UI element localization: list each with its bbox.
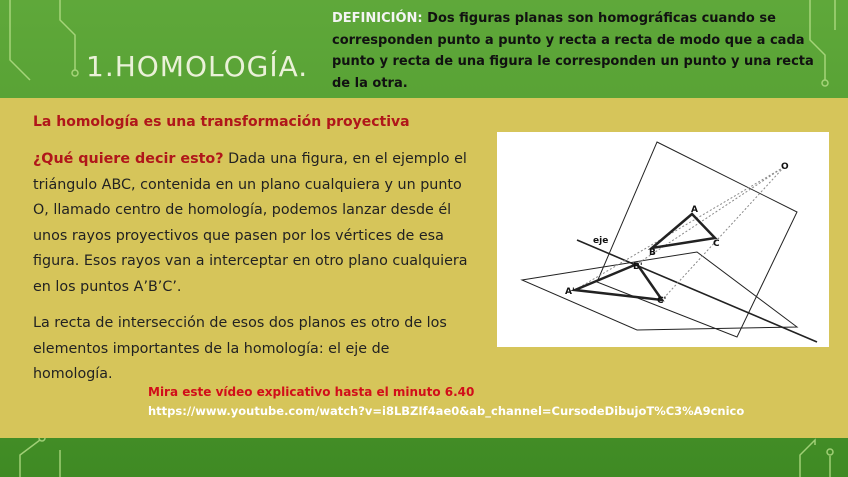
definition-body: Dos figuras planas son homográficas cuando se corresponden punto a punto y recta a recta de modo que a cada punto y recta de una figura le corresponden un punto y una recta de la otra. [332, 11, 814, 91]
definition-text [332, 8, 828, 94]
label-O: O [781, 162, 789, 172]
homology-diagram [497, 132, 829, 347]
label-B: B [649, 248, 656, 258]
paragraph-2: La recta de intersección de esos dos planos es otro de los elementos importantes de la homología: el eje de homología. [33, 315, 447, 382]
label-B-prime: B' [633, 262, 643, 272]
label-A-prime: A' [565, 287, 575, 297]
question-text: ¿Qué quiere decir esto? [33, 151, 224, 167]
slide-title: 1.HOMOLOGÍA. [86, 50, 309, 83]
label-C: C [713, 239, 720, 249]
video-note: Mira este vídeo explicativo hasta el minuto 6.40 [148, 385, 475, 399]
label-A: A [691, 205, 698, 215]
video-link[interactable]: https://www.youtube.com/watch?v=i8LBZIf4ae0&ab_channel=CursodeDibujoT%C3%A9cnico [148, 404, 745, 418]
definition-label: DEFINICIÓN: [332, 11, 423, 26]
label-C-prime: C' [657, 296, 667, 306]
subtitle: La homología es una transformación proyectiva [33, 114, 410, 130]
paragraph-1 [33, 147, 473, 300]
paragraph-1-body: Dada una figura, en el ejemplo el triángulo ABC, contenida en un plano cualquiera y un punto O, llamado centro de homología, podemos lanzar desde él unos rayos proyectivos que pasen por los vértices de esa figura. Esos rayos van a interceptar en otro plano cualquiera en los puntos A’B’C’. [33, 151, 468, 295]
homology-figure [497, 132, 829, 347]
label-axis: eje [593, 236, 609, 246]
